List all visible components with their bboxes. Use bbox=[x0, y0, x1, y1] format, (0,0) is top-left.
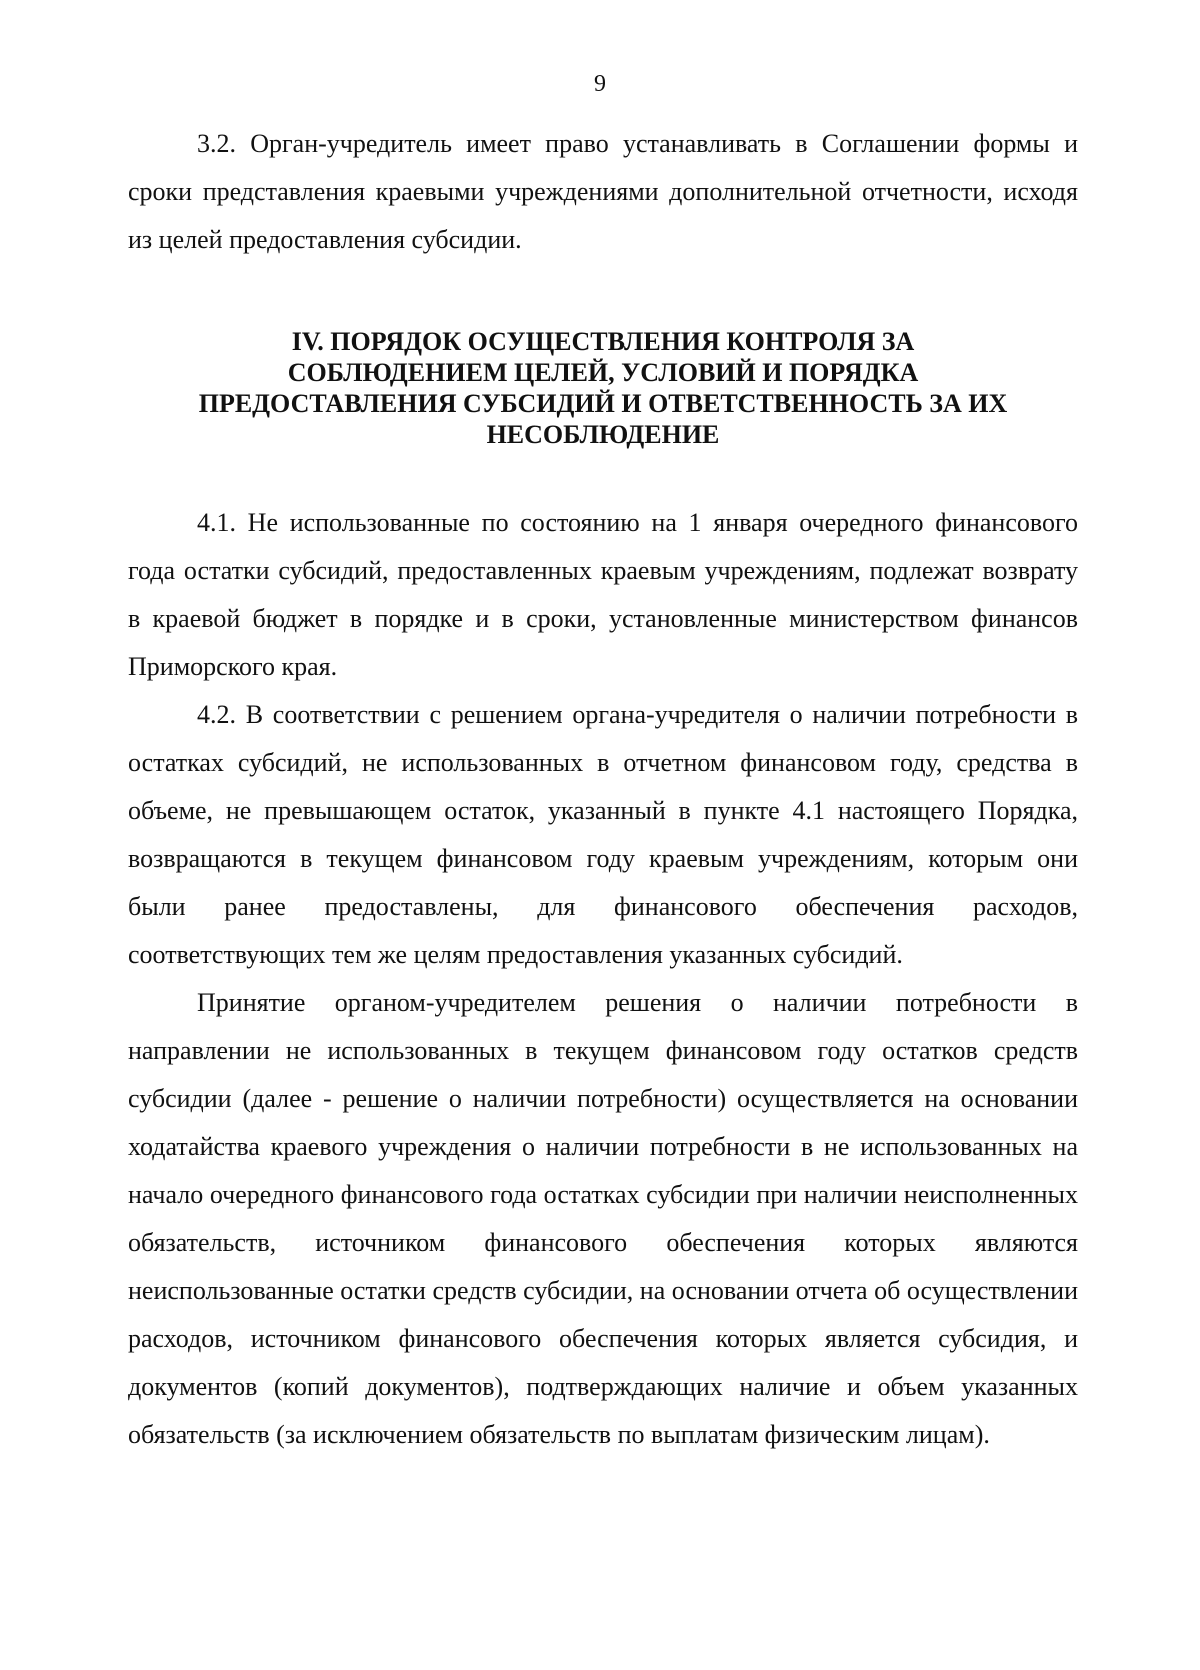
paragraph-4-1: 4.1. Не использованные по состоянию на 1 января очередного финансового года остатки субсидий, предоставленных краевым учреждениям, подлежат возврату в краевой бюджет в порядке и в сроки, установленные министерством финансов Приморского края. bbox=[128, 508, 1078, 681]
document-body bbox=[128, 120, 1078, 1459]
paragraph-decision: Принятие органом-учредителем решения о наличии потребности в направлении не использованных в текущем финансовом году остатков средств субсидии (далее - решение о наличии потребности) осуществляется на основании ходатайства краевого учреждения о наличии потребности в не использованных на начало очередного финансового года остатках субсидии при наличии неисполненных обязательств, источником финансового обеспечения которых являются неиспользованные остатки средств субсидии, на основании отчета об осуществлении расходов, источником финансового обеспечения которых является субсидия, и документов (копий документов), подтверждающих наличие и объем указанных обязательств (за исключением обязательств по выплатам физическим лицам). bbox=[128, 988, 1078, 1449]
section-heading-line: IV. ПОРЯДОК ОСУЩЕСТВЛЕНИЯ КОНТРОЛЯ ЗА bbox=[291, 327, 915, 356]
section-heading-line: ПРЕДОСТАВЛЕНИЯ СУБСИДИЙ И ОТВЕТСТВЕННОСТЬ ЗА ИХ bbox=[198, 389, 1008, 418]
section-heading-line: СОБЛЮДЕНИЕМ ЦЕЛЕЙ, УСЛОВИЙ И ПОРЯДКА bbox=[287, 358, 919, 387]
paragraph-4-2: 4.2. В соответствии с решением органа-учредителя о наличии потребности в остатках субсидий, не использованных в отчетном финансовом году, средства в объеме, не превышающем остаток, указанный в пункте 4.1 настоящего Порядка, возвращаются в текущем финансовом году краевым учреждениям, которым они были ранее предоставлены, для финансового обеспечения расходов, соответствующих тем же целям предоставления указанных субсидий. bbox=[128, 700, 1078, 969]
paragraph-3-2: 3.2. Орган-учредитель имеет право устанавливать в Соглашении формы и сроки представления краевыми учреждениями дополнительной отчетности, исходя из целей предоставления субсидии. bbox=[128, 129, 1078, 254]
section-heading-line: НЕСОБЛЮДЕНИЕ bbox=[486, 420, 720, 449]
section-heading bbox=[128, 326, 1078, 450]
page-number: 9 bbox=[594, 71, 606, 97]
